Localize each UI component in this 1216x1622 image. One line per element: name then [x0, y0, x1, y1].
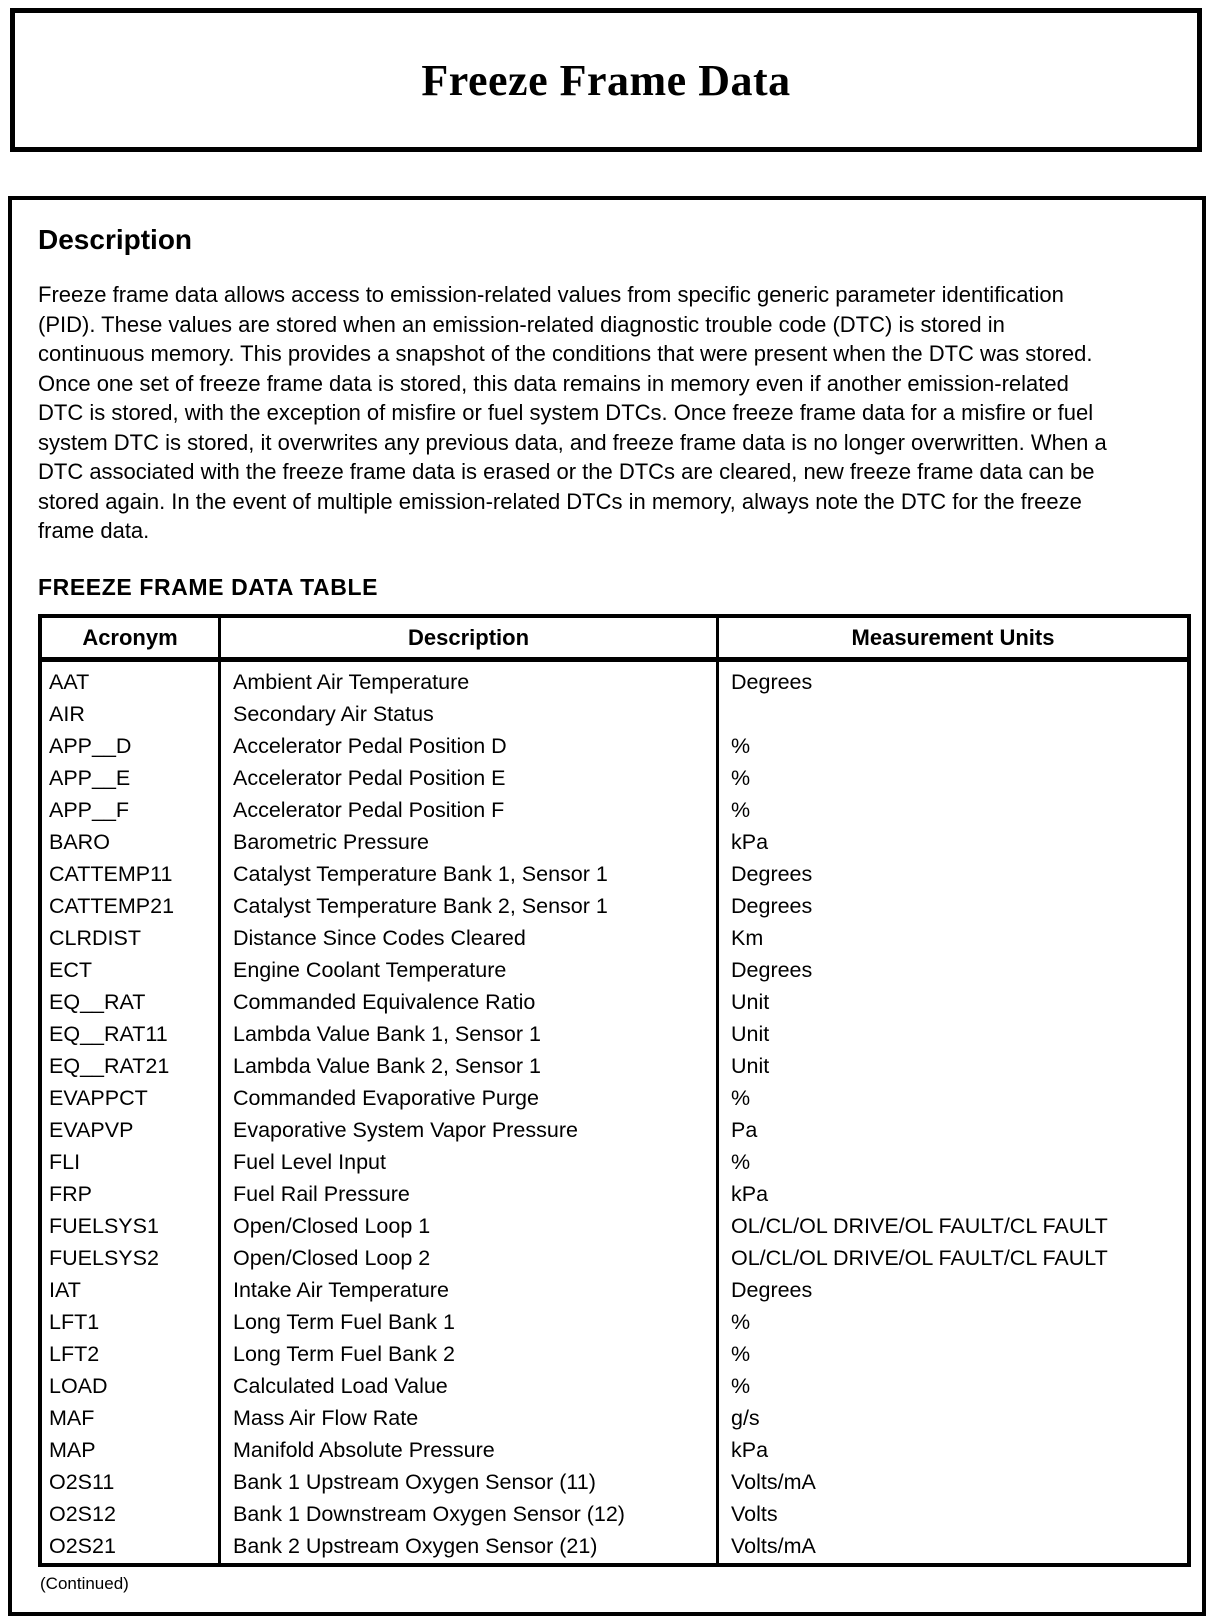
table-body [40, 659, 1189, 1565]
description-cell: Lambda Value Bank 2, Sensor 1 [220, 1051, 718, 1083]
description-cell: Bank 1 Downstream Oxygen Sensor (12) [220, 1499, 718, 1531]
acronym-cell: AAT [49, 670, 90, 694]
description-heading: Description [38, 224, 193, 255]
table-row [40, 659, 1189, 699]
acronym-cell: APP__D [49, 734, 132, 758]
table-row [40, 1019, 1189, 1051]
description-cell: Commanded Equivalence Ratio [220, 987, 718, 1019]
description-body: Freeze frame data allows access to emission-related values from specific generic parameter identification (PID). These values are stored when an emission-related diagnostic trouble code (DTC) is stored in continuous memory. This provides a snapshot of the conditions that were present when the DTC was stored. Once one set of freeze frame data is stored, this data remains in memory even if another emission-related DTC is stored, with the exception of misfire or fuel system DTCs. Once freeze frame data for a misfire or fuel system DTC is stored, it overwrites any previous data, and freeze frame data is no longer overwritten. When a DTC associated with the freeze frame data is erased or the DTCs are cleared, new freeze frame data can be stored again. In the event of multiple emission-related DTCs in memory, always note the DTC for the freeze frame data. [38, 282, 1107, 543]
acronym-cell: O2S12 [49, 1502, 116, 1526]
table-row [40, 763, 1189, 795]
acronym-cell: EVAPPCT [49, 1086, 148, 1110]
units-cell: Degrees [718, 1275, 1190, 1307]
acronym-cell: LFT2 [49, 1342, 100, 1366]
acronym-cell: FRP [49, 1182, 92, 1206]
description-cell: Catalyst Temperature Bank 1, Sensor 1 [220, 859, 718, 891]
units-cell: Degrees [718, 859, 1190, 891]
acronym-cell: FUELSYS1 [49, 1214, 159, 1238]
column-header-description: Description [220, 616, 718, 660]
units-cell: Unit [718, 987, 1190, 1019]
units-cell: Unit [718, 1019, 1190, 1051]
description-cell: Accelerator Pedal Position E [220, 763, 718, 795]
units-cell: % [718, 1083, 1190, 1115]
table-row [40, 1051, 1189, 1083]
acronym-cell: AIR [49, 702, 85, 726]
table-row [40, 1531, 1189, 1565]
description-cell: Open/Closed Loop 1 [220, 1211, 718, 1243]
table-row [40, 923, 1189, 955]
table-row [40, 1243, 1189, 1275]
table-row [40, 955, 1189, 987]
acronym-cell: LFT1 [49, 1310, 100, 1334]
description-cell: Ambient Air Temperature [220, 659, 718, 699]
units-cell: kPa [718, 1179, 1190, 1211]
acronym-cell: MAP [49, 1438, 96, 1462]
description-cell: Long Term Fuel Bank 2 [220, 1339, 718, 1371]
description-cell: Calculated Load Value [220, 1371, 718, 1403]
table-head [40, 616, 1189, 660]
table-row [40, 1147, 1189, 1179]
units-cell: % [718, 731, 1190, 763]
units-cell: kPa [718, 827, 1190, 859]
table-row [40, 1307, 1189, 1339]
description-cell: Fuel Level Input [220, 1147, 718, 1179]
table-row [40, 1403, 1189, 1435]
units-cell: Volts/mA [718, 1467, 1190, 1499]
units-cell: Volts/mA [718, 1531, 1190, 1565]
description-cell: Open/Closed Loop 2 [220, 1243, 718, 1275]
description-cell: Long Term Fuel Bank 1 [220, 1307, 718, 1339]
table-row [40, 987, 1189, 1019]
table-row [40, 699, 1189, 731]
acronym-cell: FLI [49, 1150, 81, 1174]
description-cell: Barometric Pressure [220, 827, 718, 859]
table-row [40, 1179, 1189, 1211]
table-row [40, 827, 1189, 859]
units-cell: Km [718, 923, 1190, 955]
acronym-cell: O2S21 [49, 1534, 116, 1558]
units-cell: Degrees [718, 891, 1190, 923]
content-box [8, 196, 1206, 1616]
acronym-cell: CLRDIST [49, 926, 141, 950]
table-row [40, 731, 1189, 763]
freeze-frame-table [38, 614, 1191, 1567]
title-box [10, 8, 1202, 152]
acronym-cell: ECT [49, 958, 92, 982]
units-cell: % [718, 1339, 1190, 1371]
acronym-cell: EVAPVP [49, 1118, 134, 1142]
units-cell: kPa [718, 1435, 1190, 1467]
units-cell: % [718, 763, 1190, 795]
description-cell: Accelerator Pedal Position D [220, 731, 718, 763]
table-row [40, 1115, 1189, 1147]
table-header-row [40, 616, 1189, 660]
table-row [40, 1083, 1189, 1115]
acronym-cell: APP__E [49, 766, 131, 790]
page-title: Freeze Frame Data [421, 55, 791, 105]
description-cell: Distance Since Codes Cleared [220, 923, 718, 955]
table-row [40, 1467, 1189, 1499]
description-cell: Mass Air Flow Rate [220, 1403, 718, 1435]
description-cell: Bank 2 Upstream Oxygen Sensor (21) [220, 1531, 718, 1565]
acronym-cell: EQ__RAT11 [49, 1022, 168, 1046]
table-row [40, 795, 1189, 827]
table-heading: FREEZE FRAME DATA TABLE [38, 573, 379, 600]
table-row [40, 1275, 1189, 1307]
acronym-cell: MAF [49, 1406, 95, 1430]
acronym-cell: EQ__RAT [49, 990, 146, 1014]
units-cell: Volts [718, 1499, 1190, 1531]
description-cell: Bank 1 Upstream Oxygen Sensor (11) [220, 1467, 718, 1499]
acronym-cell: CATTEMP21 [49, 894, 175, 918]
description-cell: Catalyst Temperature Bank 2, Sensor 1 [220, 891, 718, 923]
units-cell: OL/CL/OL DRIVE/OL FAULT/CL FAULT [718, 1243, 1190, 1275]
units-cell: % [718, 1371, 1190, 1403]
description-cell: Secondary Air Status [220, 699, 718, 731]
acronym-cell: BARO [49, 830, 110, 854]
table-row [40, 891, 1189, 923]
units-cell: OL/CL/OL DRIVE/OL FAULT/CL FAULT [718, 1211, 1190, 1243]
table-row [40, 859, 1189, 891]
description-cell: Lambda Value Bank 1, Sensor 1 [220, 1019, 718, 1051]
column-header-units: Measurement Units [718, 616, 1190, 660]
table-row [40, 1435, 1189, 1467]
table-row [40, 1371, 1189, 1403]
description-cell: Manifold Absolute Pressure [220, 1435, 718, 1467]
acronym-cell: APP__F [49, 798, 130, 822]
column-header-acronym: Acronym [40, 616, 220, 660]
units-cell: % [718, 1307, 1190, 1339]
description-cell: Accelerator Pedal Position F [220, 795, 718, 827]
acronym-cell: EQ__RAT21 [49, 1054, 170, 1078]
units-cell: Pa [718, 1115, 1190, 1147]
acronym-cell: FUELSYS2 [49, 1246, 159, 1270]
units-cell: Degrees [718, 955, 1190, 987]
units-cell: Unit [718, 1051, 1190, 1083]
acronym-cell: LOAD [49, 1374, 108, 1398]
acronym-cell: O2S11 [49, 1470, 115, 1494]
description-cell: Engine Coolant Temperature [220, 955, 718, 987]
description-cell: Intake Air Temperature [220, 1275, 718, 1307]
table-row [40, 1499, 1189, 1531]
table-row [40, 1211, 1189, 1243]
continued-note: (Continued) [40, 1573, 129, 1593]
description-cell: Evaporative System Vapor Pressure [220, 1115, 718, 1147]
table-row [40, 1339, 1189, 1371]
units-cell: % [718, 1147, 1190, 1179]
description-cell: Fuel Rail Pressure [220, 1179, 718, 1211]
description-cell: Commanded Evaporative Purge [220, 1083, 718, 1115]
acronym-cell: CATTEMP11 [49, 862, 173, 886]
units-cell: % [718, 795, 1190, 827]
units-cell [718, 699, 1190, 731]
units-cell: g/s [718, 1403, 1190, 1435]
acronym-cell: IAT [49, 1278, 81, 1302]
units-cell: Degrees [718, 659, 1190, 699]
